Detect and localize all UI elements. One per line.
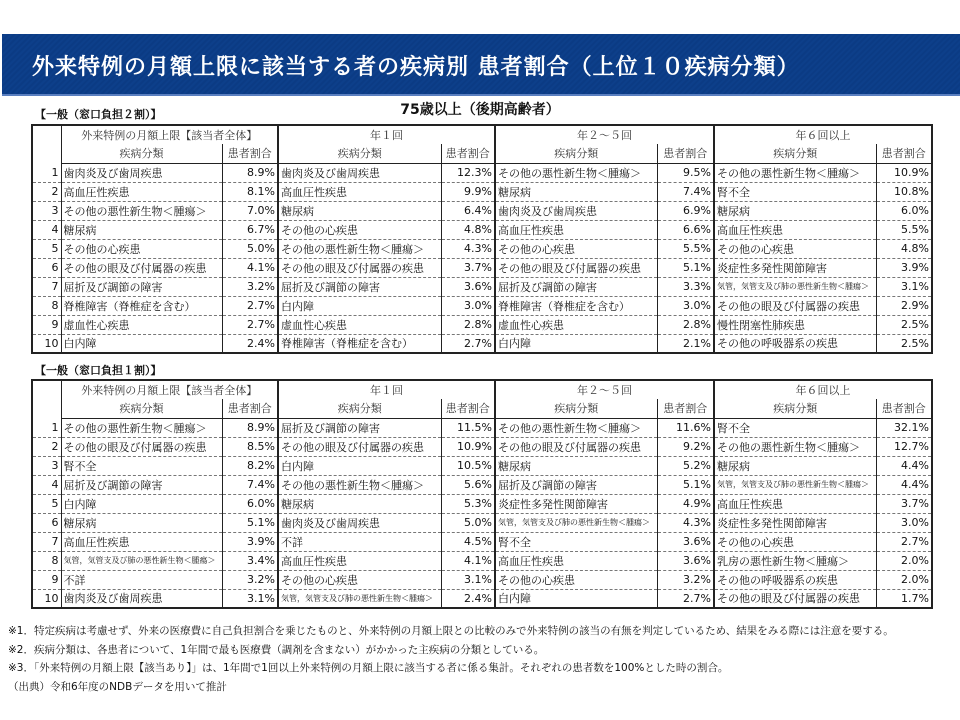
disease-name: 脊椎障害（脊椎症を含む） [278,334,441,353]
disease-header: 疾病分類 [495,399,657,418]
disease-name: その他の心疾患 [61,239,222,258]
patient-ratio: 4.4% [876,475,932,494]
disease-name: その他の眼及び付属器の疾患 [714,296,876,315]
disease-name: 脊椎障害（脊椎症を含む） [61,296,222,315]
disease-name: 炎症性多発性関節障害 [495,494,657,513]
patient-ratio: 1.7% [876,589,932,608]
disease-name: 屈折及び調節の障害 [495,475,657,494]
disease-name: 虚血性心疾患 [61,315,222,334]
patient-ratio: 2.5% [876,334,932,353]
patient-ratio: 4.3% [441,239,495,258]
patient-ratio: 3.4% [222,551,278,570]
patient-ratio: 5.6% [441,475,495,494]
disease-name: 白内障 [495,589,657,608]
patient-ratio: 2.5% [876,315,932,334]
disease-name: その他の眼及び付属器の疾患 [278,258,441,277]
table-row [32,532,932,551]
patient-ratio: 3.0% [657,296,714,315]
subtitle: 75歳以上（後期高齢者） [400,102,560,118]
disease-name: 屈折及び調節の障害 [61,475,222,494]
group-header: 年１回 [278,125,495,144]
patient-ratio: 6.0% [222,494,278,513]
patient-ratio: 3.1% [441,570,495,589]
disease-name: その他の心疾患 [278,220,441,239]
disease-name: 高血圧性疾患 [495,551,657,570]
disease-name: その他の心疾患 [495,570,657,589]
patient-ratio: 6.4% [441,201,495,220]
patient-ratio: 8.2% [222,456,278,475]
patient-ratio: 2.0% [876,570,932,589]
ratio-header: 患者割合 [441,399,495,418]
disease-name: 高血圧性疾患 [495,220,657,239]
patient-ratio: 2.0% [876,551,932,570]
ratio-header: 患者割合 [222,399,278,418]
disease-header: 疾病分類 [278,399,441,418]
disease-header: 疾病分類 [61,144,222,163]
patient-ratio: 2.4% [441,589,495,608]
patient-ratio: 4.8% [441,220,495,239]
rank: 7 [32,532,61,551]
table-row [32,551,932,570]
table-row [32,494,932,513]
disease-name: 糖尿病 [495,182,657,201]
patient-ratio: 6.0% [876,201,932,220]
rank: 3 [32,201,61,220]
rank: 2 [32,182,61,201]
rank: 8 [32,296,61,315]
table-row [32,418,932,437]
disease-name: 糖尿病 [495,456,657,475]
rank: 5 [32,494,61,513]
table-row [32,182,932,201]
patient-ratio: 2.7% [222,296,278,315]
disease-name: 歯肉炎及び歯周疾患 [278,513,441,532]
patient-ratio: 5.2% [657,456,714,475]
patient-ratio: 5.1% [657,258,714,277]
patient-ratio: 5.5% [876,220,932,239]
patient-ratio: 7.0% [222,201,278,220]
patient-ratio: 3.6% [441,277,495,296]
disease-name: 高血圧性疾患 [61,182,222,201]
disease-name: 高血圧性疾患 [278,551,441,570]
patient-ratio: 5.0% [222,239,278,258]
patient-ratio: 12.3% [441,163,495,182]
patient-ratio: 32.1% [876,418,932,437]
disease-name: その他の呼吸器系の疾患 [714,334,876,353]
rank: 9 [32,570,61,589]
table-row [32,513,932,532]
patient-ratio: 4.1% [222,258,278,277]
ratio-header: 患者割合 [657,144,714,163]
disease-name: その他の心疾患 [278,570,441,589]
disease-name: 白内障 [278,456,441,475]
disease-name: その他の心疾患 [714,532,876,551]
table-row [32,163,932,182]
patient-ratio: 8.1% [222,182,278,201]
disease-name: 糖尿病 [61,220,222,239]
group-header: 年６回以上 [714,380,932,399]
patient-ratio: 3.9% [876,258,932,277]
disease-name: 腎不全 [61,456,222,475]
disease-header: 疾病分類 [714,399,876,418]
disease-name: 高血圧性疾患 [714,220,876,239]
patient-ratio: 8.5% [222,437,278,456]
disease-name: 白内障 [61,494,222,513]
patient-ratio: 2.7% [876,532,932,551]
table-row [32,589,932,608]
patient-ratio: 2.7% [222,315,278,334]
disease-name: 虚血性心疾患 [495,315,657,334]
disease-name: その他の悪性新生物＜腫瘍＞ [714,437,876,456]
patient-ratio: 2.8% [441,315,495,334]
patient-ratio: 9.5% [657,163,714,182]
patient-ratio: 10.9% [876,163,932,182]
table-row [32,570,932,589]
rank-header [32,380,61,418]
patient-ratio: 11.6% [657,418,714,437]
group-header: 年１回 [278,380,495,399]
patient-ratio: 8.9% [222,418,278,437]
rank: 6 [32,258,61,277]
table-row [32,277,932,296]
disease-name: 屈折及び調節の障害 [495,277,657,296]
disease-name: 糖尿病 [714,201,876,220]
disease-name: 糖尿病 [714,456,876,475]
disease-table-2wari [31,124,933,354]
group-header: 外来特例の月額上限【該当者全体】 [61,380,278,399]
group-header: 外来特例の月額上限【該当者全体】 [61,125,278,144]
patient-ratio: 4.8% [876,239,932,258]
rank: 1 [32,418,61,437]
table-row [32,258,932,277]
patient-ratio: 4.3% [657,513,714,532]
disease-name: 気管，気管支及び肺の悪性新生物＜腫瘍＞ [278,589,441,608]
patient-ratio: 6.6% [657,220,714,239]
disease-name: その他の悪性新生物＜腫瘍＞ [495,163,657,182]
patient-ratio: 9.2% [657,437,714,456]
table-row [32,456,932,475]
title-bar [2,34,960,96]
disease-name: 腎不全 [495,532,657,551]
disease-name: その他の悪性新生物＜腫瘍＞ [278,239,441,258]
patient-ratio: 3.6% [657,551,714,570]
disease-name: 白内障 [278,296,441,315]
ratio-header: 患者割合 [876,399,932,418]
disease-name: 歯肉炎及び歯周疾患 [278,163,441,182]
table-row [32,220,932,239]
patient-ratio: 3.3% [657,277,714,296]
rank: 1 [32,163,61,182]
table-row [32,239,932,258]
patient-ratio: 3.1% [222,589,278,608]
patient-ratio: 2.7% [657,589,714,608]
rank: 6 [32,513,61,532]
disease-name: その他の悪性新生物＜腫瘍＞ [278,475,441,494]
rank: 7 [32,277,61,296]
table-row [32,296,932,315]
rank: 5 [32,239,61,258]
disease-name: 歯肉炎及び歯周疾患 [61,589,222,608]
rank: 8 [32,551,61,570]
patient-ratio: 3.0% [876,513,932,532]
table-row [32,201,932,220]
disease-name: 歯肉炎及び歯周疾患 [61,163,222,182]
disease-name: 腎不全 [714,182,876,201]
patient-ratio: 2.1% [657,334,714,353]
patient-ratio: 10.5% [441,456,495,475]
disease-name: 虚血性心疾患 [278,315,441,334]
patient-ratio: 4.1% [441,551,495,570]
section-label-2wari: 【一般（窓口負担２割）】 [35,108,162,121]
patient-ratio: 5.5% [657,239,714,258]
disease-name: 屈折及び調節の障害 [61,277,222,296]
table-row [32,437,932,456]
patient-ratio: 3.6% [657,532,714,551]
patient-ratio: 7.4% [222,475,278,494]
patient-ratio: 4.5% [441,532,495,551]
disease-name: 乳房の悪性新生物＜腫瘍＞ [714,551,876,570]
disease-name: その他の悪性新生物＜腫瘍＞ [61,201,222,220]
patient-ratio: 3.0% [441,296,495,315]
table-row [32,315,932,334]
disease-name: 気管，気管支及び肺の悪性新生物＜腫瘍＞ [61,551,222,570]
footnote: ※2．疾病分類は、各患者について、1年間で最も医療費（調剤を含まない）がかかった主疾病の分類としている。 [8,643,545,656]
patient-ratio: 5.0% [441,513,495,532]
patient-ratio: 3.7% [876,494,932,513]
patient-ratio: 2.8% [657,315,714,334]
disease-name: 不詳 [278,532,441,551]
patient-ratio: 5.1% [657,475,714,494]
rank: 10 [32,589,61,608]
disease-name: その他の心疾患 [714,239,876,258]
disease-name: 屈折及び調節の障害 [278,418,441,437]
disease-name: 糖尿病 [278,494,441,513]
disease-name: 白内障 [495,334,657,353]
ratio-header: 患者割合 [876,144,932,163]
patient-ratio: 4.4% [876,456,932,475]
group-header: 年２～５回 [495,380,714,399]
disease-name: その他の悪性新生物＜腫瘍＞ [495,418,657,437]
patient-ratio: 3.2% [222,570,278,589]
ratio-header: 患者割合 [441,144,495,163]
ratio-header: 患者割合 [657,399,714,418]
patient-ratio: 3.9% [222,532,278,551]
disease-name: 慢性閉塞性肺疾患 [714,315,876,334]
disease-name: 脊椎障害（脊椎症を含む） [495,296,657,315]
disease-name: その他の眼及び付属器の疾患 [278,437,441,456]
patient-ratio: 6.7% [222,220,278,239]
patient-ratio: 10.9% [441,437,495,456]
disease-header: 疾病分類 [278,144,441,163]
footnotes [8,622,894,696]
table-row [32,475,932,494]
section-label-1wari: 【一般（窓口負担１割）】 [35,364,162,377]
disease-name: 白内障 [61,334,222,353]
rank: 4 [32,220,61,239]
disease-name: 屈折及び調節の障害 [278,277,441,296]
disease-name: その他の悪性新生物＜腫瘍＞ [61,418,222,437]
disease-name: 不詳 [61,570,222,589]
disease-name: 腎不全 [714,418,876,437]
disease-name: 高血圧性疾患 [61,532,222,551]
group-header: 年６回以上 [714,125,932,144]
disease-header: 疾病分類 [714,144,876,163]
rank: 10 [32,334,61,353]
disease-name: 糖尿病 [61,513,222,532]
rank: 9 [32,315,61,334]
patient-ratio: 7.4% [657,182,714,201]
disease-name: 炎症性多発性関節障害 [714,513,876,532]
rank: 2 [32,437,61,456]
rank-header [32,125,61,163]
disease-name: その他の眼及び付属器の疾患 [61,437,222,456]
disease-name: その他の呼吸器系の疾患 [714,570,876,589]
disease-name: その他の眼及び付属器の疾患 [714,589,876,608]
patient-ratio: 12.7% [876,437,932,456]
source-note: （出典）令和6年度のNDBデータを用いて推計 [8,680,227,693]
disease-header: 疾病分類 [495,144,657,163]
footnote: ※3．「外来特例の月額上限【該当あり】」は、1年間で1回以上外来特例の月額上限に該当する者に係る集計。それぞれの患者数を100%とした時の割合。 [8,662,729,674]
disease-name: 気管，気管支及び肺の悪性新生物＜腫瘍＞ [714,277,876,296]
disease-name: 炎症性多発性関節障害 [714,258,876,277]
disease-name: その他の心疾患 [495,239,657,258]
disease-name: 気管，気管支及び肺の悪性新生物＜腫瘍＞ [714,475,876,494]
disease-header: 疾病分類 [61,399,222,418]
rank: 4 [32,475,61,494]
footnote: ※1．特定疾病は考慮せず、外来の医療費に自己負担割合を乗じたものと、外来特例の月額上限との比較のみで外来特例の該当の有無を判定しているため、結果をみる際には注意を要する。 [8,625,894,637]
patient-ratio: 4.9% [657,494,714,513]
group-header: 年２～５回 [495,125,714,144]
disease-name: その他の悪性新生物＜腫瘍＞ [714,163,876,182]
disease-name: 高血圧性疾患 [278,182,441,201]
patient-ratio: 11.5% [441,418,495,437]
patient-ratio: 9.9% [441,182,495,201]
patient-ratio: 10.8% [876,182,932,201]
patient-ratio: 2.7% [441,334,495,353]
patient-ratio: 5.1% [222,513,278,532]
disease-name: その他の眼及び付属器の疾患 [495,437,657,456]
patient-ratio: 2.9% [876,296,932,315]
page-title: 外来特例の月額上限に該当する者の疾病別 患者割合（上位１０疾病分類） [32,55,800,80]
table-row [32,334,932,353]
disease-name: 気管，気管支及び肺の悪性新生物＜腫瘍＞ [495,513,657,532]
rank: 3 [32,456,61,475]
patient-ratio: 3.1% [876,277,932,296]
patient-ratio: 3.7% [441,258,495,277]
disease-name: その他の眼及び付属器の疾患 [61,258,222,277]
ratio-header: 患者割合 [222,144,278,163]
disease-table-1wari [31,379,933,609]
patient-ratio: 3.2% [222,277,278,296]
patient-ratio: 6.9% [657,201,714,220]
disease-name: 糖尿病 [278,201,441,220]
disease-name: その他の眼及び付属器の疾患 [495,258,657,277]
patient-ratio: 5.3% [441,494,495,513]
disease-name: 高血圧性疾患 [714,494,876,513]
patient-ratio: 3.2% [657,570,714,589]
patient-ratio: 8.9% [222,163,278,182]
disease-name: 歯肉炎及び歯周疾患 [495,201,657,220]
patient-ratio: 2.4% [222,334,278,353]
